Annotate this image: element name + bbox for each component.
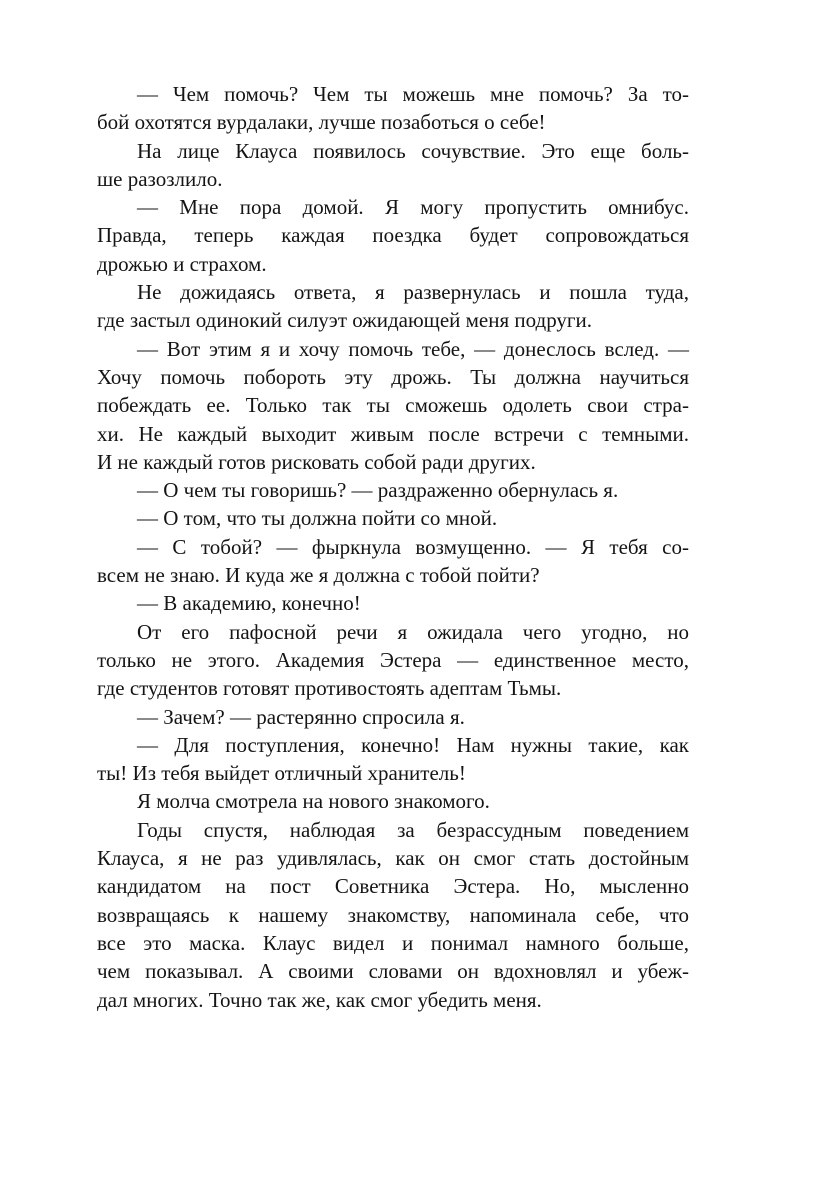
paragraph xyxy=(97,278,689,335)
paragraph xyxy=(97,504,689,532)
text-line: От его пафосной речи я ожидала чего угодно, но xyxy=(137,619,689,644)
text-line: На лице Клауса появилось сочувствие. Это еще боль- xyxy=(137,138,689,163)
paragraph xyxy=(97,335,689,476)
text-line: — Для поступления, конечно! Нам нужны такие, как xyxy=(137,732,689,757)
text-line: — Чем помочь? Чем ты можешь мне помочь? За то- xyxy=(137,82,689,106)
paragraph xyxy=(97,703,689,731)
text-line: Не дожидаясь ответа, я развернулась и пошла туда, xyxy=(137,280,689,305)
text-line: И не каждый готов рисковать собой ради других. xyxy=(97,449,536,474)
text-line: — Зачем? — растерянно спросила я. xyxy=(137,704,465,729)
paragraph xyxy=(97,533,689,590)
text-line: — С тобой? — фыркнула возмущенно. — Я тебя со- xyxy=(137,534,689,559)
text-line: побеждать ее. Только так ты сможешь одолеть свои стра- xyxy=(97,393,689,418)
paragraph xyxy=(97,476,689,504)
text-line: Я молча смотрела на нового знакомого. xyxy=(137,789,490,814)
text-line: ты! Из тебя выйдет отличный хранитель! xyxy=(97,761,466,786)
text-line: всем не знаю. И куда же я должна с тобой пойти? xyxy=(97,563,540,588)
text-line: хи. Не каждый выходит живым после встречи с темными. xyxy=(97,421,689,446)
text-line: чем показывал. А своими словами он вдохновлял и убеж- xyxy=(97,959,689,984)
text-line: Правда, теперь каждая поездка будет сопровождаться xyxy=(97,223,689,248)
text-line: бой охотятся вурдалаки, лучше позаботься о себе! xyxy=(97,110,546,135)
text-line: Годы спустя, наблюдая за безрассудным поведением xyxy=(137,817,689,842)
text-line: — Мне пора домой. Я могу пропустить омнибус. xyxy=(137,195,689,220)
paragraph xyxy=(97,816,689,1014)
text-line: Клауса, я не раз удивлялась, как он смог стать достойным xyxy=(97,846,689,871)
text-line: где студентов готовят противостоять адептам Тьмы. xyxy=(97,676,562,701)
text-line: — В академию, конечно! xyxy=(137,591,361,616)
text-line: только не этого. Академия Эстера — единственное место, xyxy=(97,647,689,672)
paragraph xyxy=(97,80,689,137)
text-line: ше разозлило. xyxy=(97,166,223,191)
text-line: — О чем ты говоришь? — раздраженно обернулась я. xyxy=(137,478,619,503)
text-block xyxy=(97,80,689,1014)
paragraph xyxy=(97,731,689,788)
text-line: — О том, что ты должна пойти со мной. xyxy=(137,506,498,531)
paragraph xyxy=(97,193,689,278)
text-line: Хочу помочь побороть эту дрожь. Ты должна научиться xyxy=(97,364,689,389)
paragraph xyxy=(97,618,689,703)
text-line: дал многих. Точно так же, как смог убедить меня. xyxy=(97,987,542,1012)
text-line: кандидатом на пост Советника Эстера. Но, мысленно xyxy=(97,874,689,899)
text-line: где застыл одинокий силуэт ожидающей меня подруги. xyxy=(97,308,593,333)
text-line: возвращаясь к нашему знакомству, напоминала себе, что xyxy=(97,902,689,927)
paragraph xyxy=(97,589,689,617)
text-line: дрожью и страхом. xyxy=(97,251,267,276)
paragraph xyxy=(97,137,689,194)
paragraph xyxy=(97,787,689,815)
text-line: все это маска. Клаус видел и понимал намного больше, xyxy=(97,930,689,955)
text-line: — Вот этим я и хочу помочь тебе, — донеслось вслед. — xyxy=(137,336,689,361)
